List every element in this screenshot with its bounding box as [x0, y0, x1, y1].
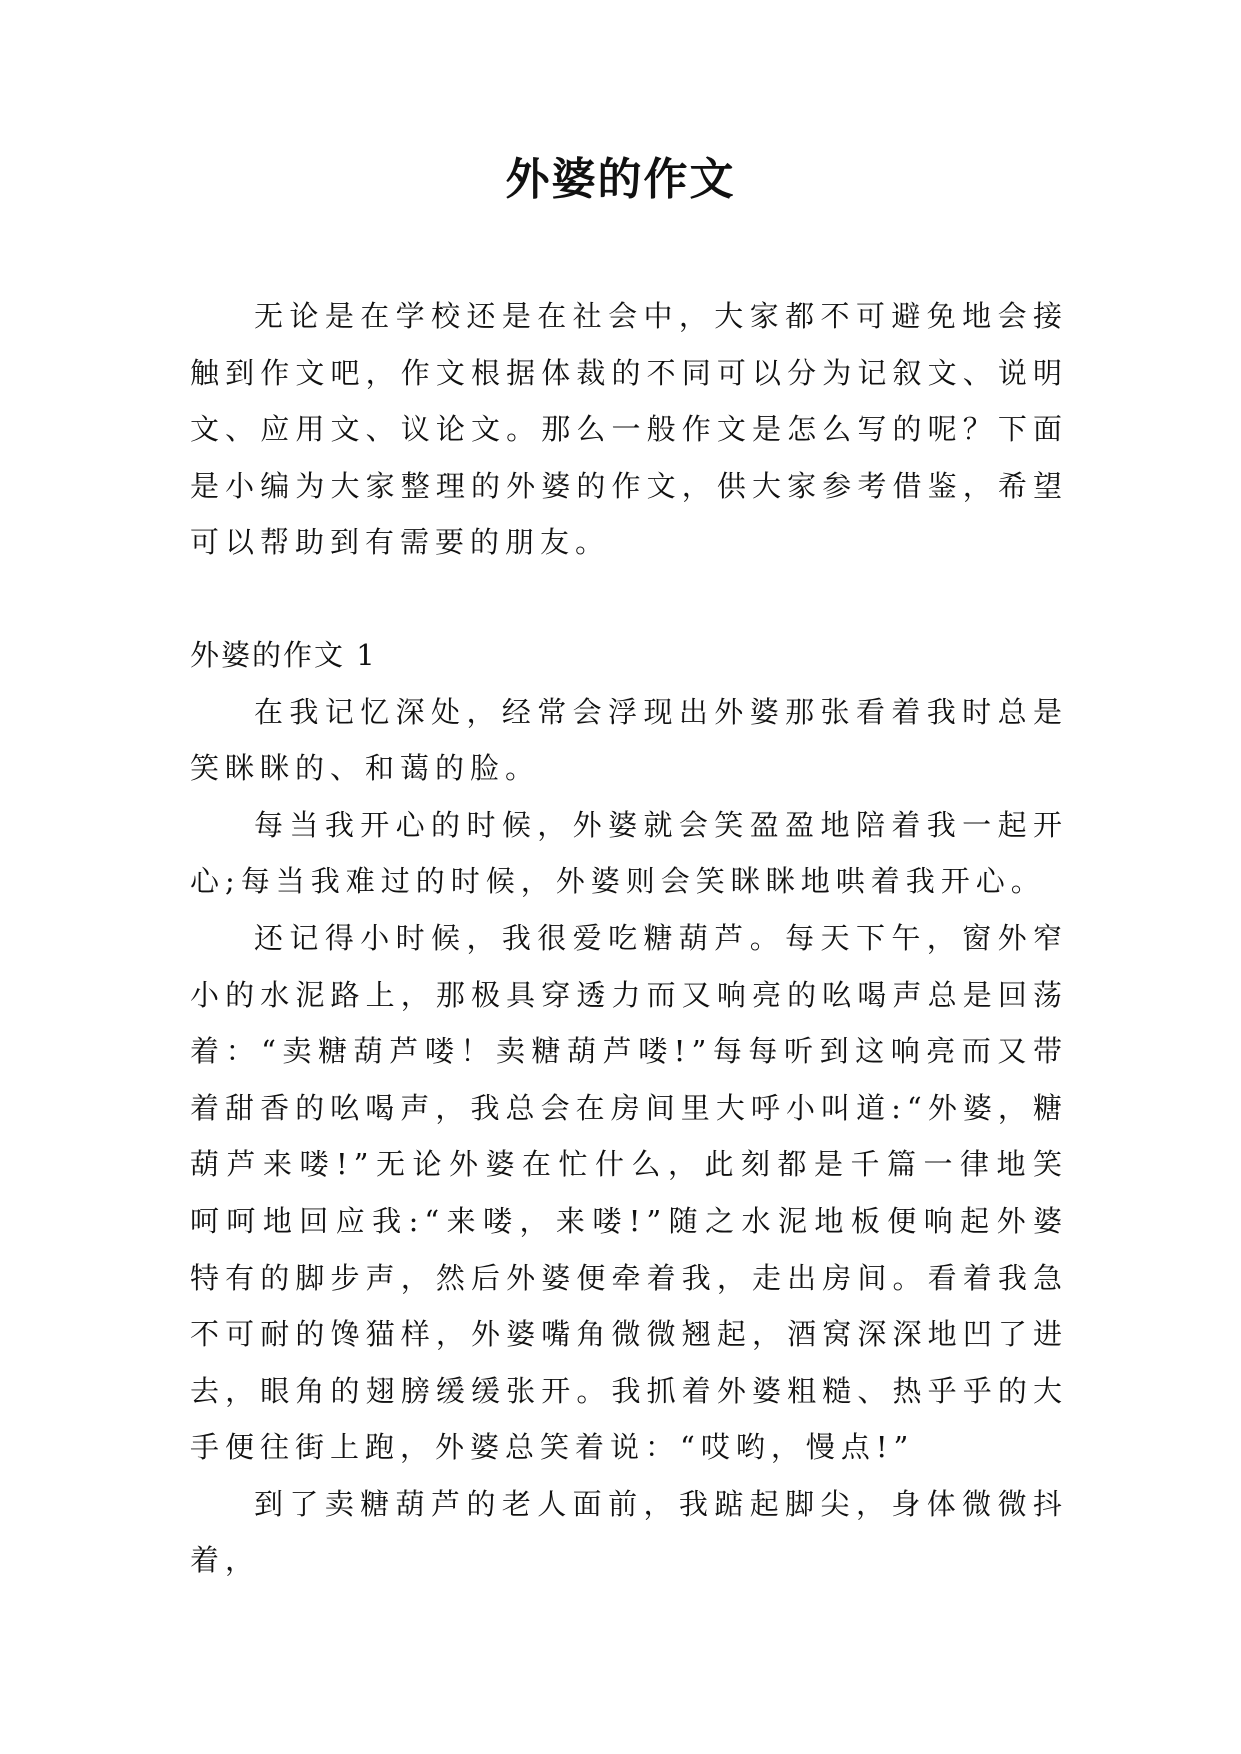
body-paragraph-3: 还记得小时候，我很爱吃糖葫芦。每天下午，窗外窄小的水泥路上，那极具穿透力而又响亮的吆喝声总是回荡着：“卖糖葫芦喽！卖糖葫芦喽!”每每听到这响亮而又带着甜香的吆喝声，我总会在房间里大呼小叫道:“外婆，糖葫芦来喽!”无论外婆在忙什么，此刻都是千篇一律地笑呵呵地回应我:“来喽，来喽!”随之水泥地板便响起外婆特有的脚步声，然后外婆便牵着我，走出房间。看着我急不可耐的馋猫样，外婆嘴角微微翘起，酒窝深深地凹了进去，眼角的翅膀缓缓张开。我抓着外婆粗糙、热乎乎的大手便往街上跑，外婆总笑着说：“哎哟，慢点!”: [190, 920, 1068, 1465]
body-paragraph-2: 每当我开心的时候，外婆就会笑盈盈地陪着我一起开心;每当我难过的时候，外婆则会笑眯眯地哄着我开心。: [190, 807, 1068, 899]
section-heading: 外婆的作文 1: [190, 637, 377, 672]
document-title: 外婆的作文: [505, 154, 736, 205]
document-body: [190, 288, 1068, 1589]
body-paragraph-4: 到了卖糖葫芦的老人面前，我踮起脚尖，身体微微抖着，: [190, 1486, 1068, 1578]
intro-paragraph: 无论是在学校还是在社会中，大家都不可避免地会接触到作文吧，作文根据体裁的不同可以分为记叙文、说明文、应用文、议论文。那么一般作文是怎么写的呢？下面是小编为大家整理的外婆的作文，供大家参考借鉴，希望可以帮助到有需要的朋友。: [190, 299, 1068, 560]
body-paragraph-1: 在我记忆深处，经常会浮现出外婆那张看着我时总是笑眯眯的、和蔼的脸。: [190, 694, 1068, 786]
